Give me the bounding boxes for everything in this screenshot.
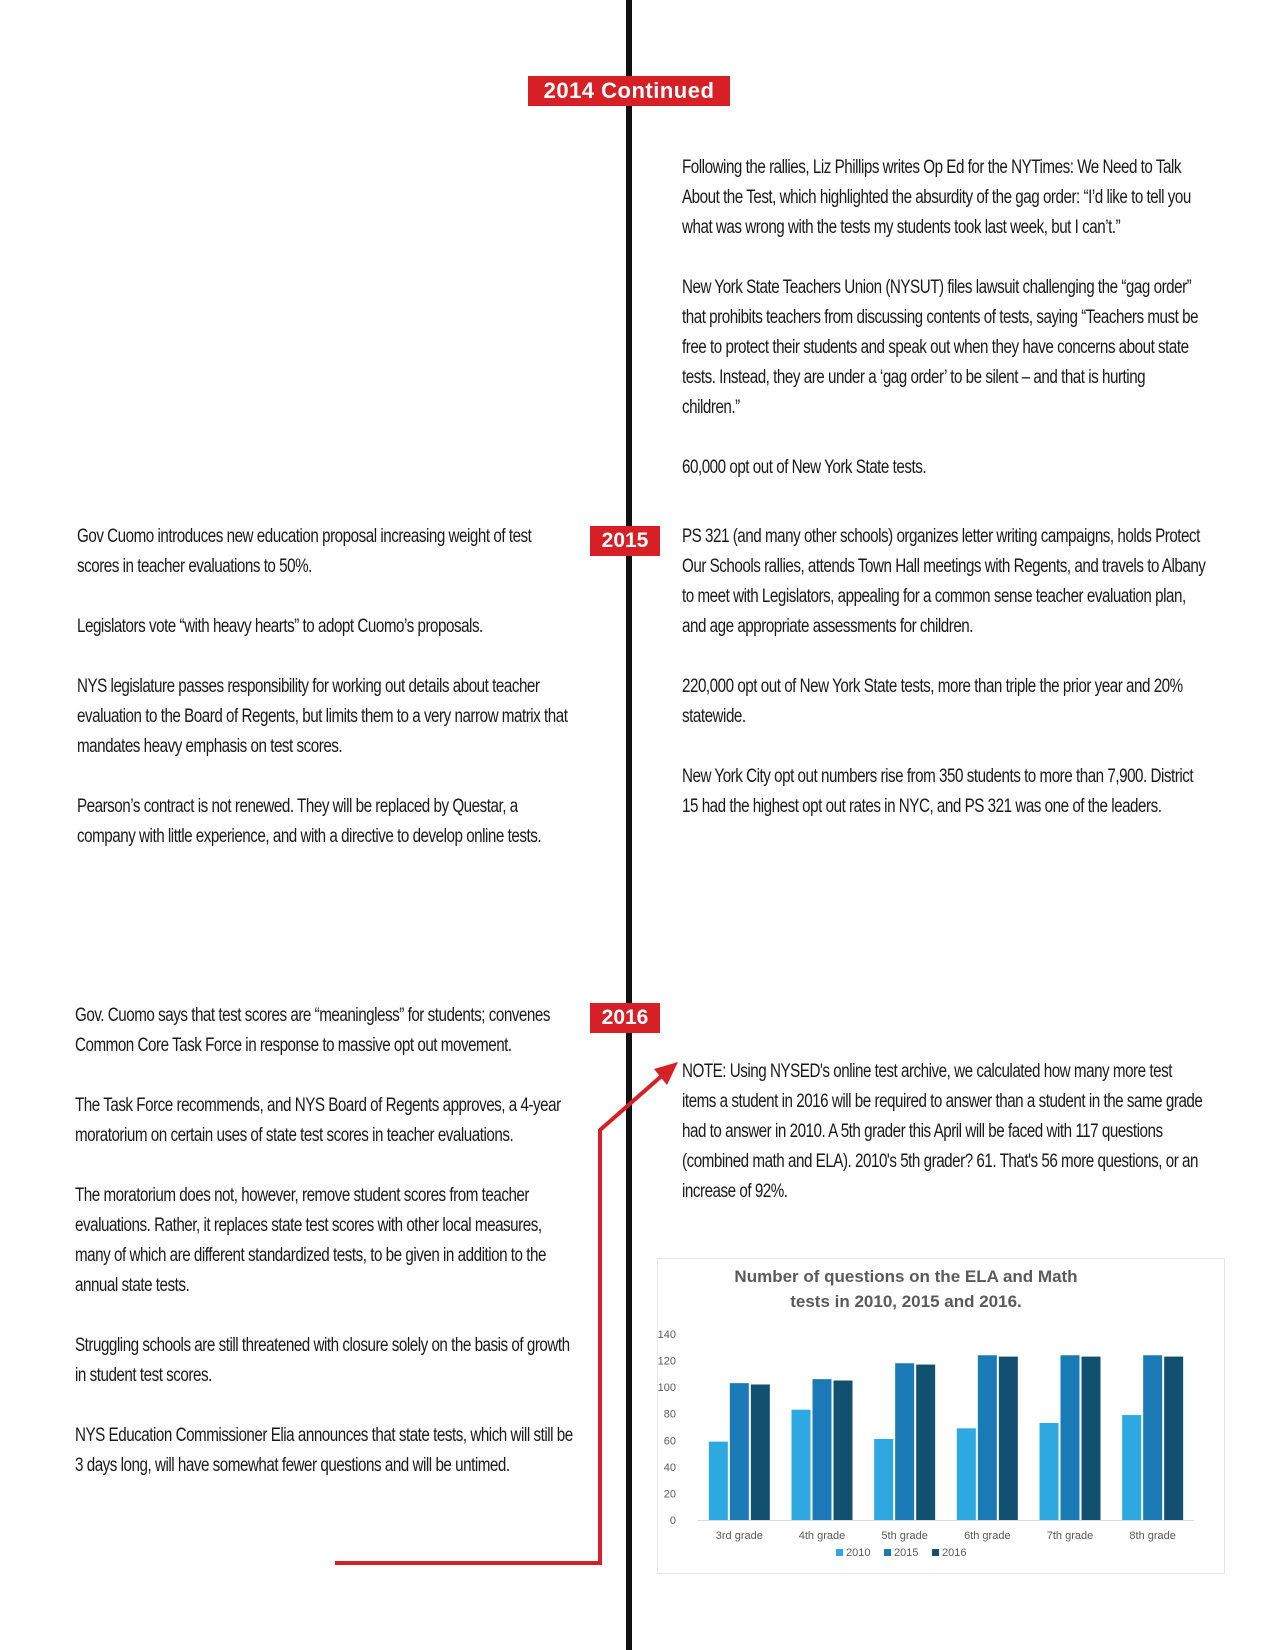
y-tick-label: 40: [663, 1461, 676, 1474]
entry-board-of-regents: NYS legislature passes responsibility for working out details about teacher evaluation to the Board of Regents, but limits them to a very narrow matrix that mandates heavy emphasis on test scores.: [77, 676, 568, 757]
note-text: NOTE: Using NYSED's online test archive, we calculated how many more test items a student in 2016 will be required to answer than a student in the same grade had to answer in 2010. A 5th grader this April will be faced with 117 questions (combined math and ELA). 2010's 5th grader? 61. That's 56 more questions, or an increase of 92%.: [682, 1061, 1203, 1202]
bar-2010-4th-grade: [792, 1410, 811, 1520]
bar-2016-8th-grade: [1164, 1357, 1183, 1520]
bar-2016-4th-grade: [834, 1381, 853, 1521]
y-tick-label: 80: [663, 1408, 676, 1421]
y-tick-label: 60: [663, 1435, 676, 1448]
entry-moratorium: The moratorium does not, however, remove student scores from teacher evaluations. Rather, it replaces state test scores with other local measures, many of which are different standardized tests, to be given in addition to the annual state tests.: [75, 1185, 546, 1296]
entry-heavy-hearts: Legislators vote “with heavy hearts” to adopt Cuomo’s proposals.: [77, 616, 483, 637]
legend-label-2010: 2010: [846, 1547, 871, 1559]
x-tick-label: 3rd grade: [715, 1530, 763, 1542]
bar-2015-6th-grade: [978, 1355, 997, 1520]
entry-op-ed: Following the rallies, Liz Phillips writes Op Ed for the NYTimes: We Need to Talk About the Test, which highlighted the absurdity of the gag order: “I’d like to tell you what was wrong with the tests my students took last week, but I can’t.”: [682, 157, 1191, 238]
legend-label-2015: 2015: [894, 1547, 919, 1559]
entry-cuomo-proposal: Gov Cuomo introduces new education proposal increasing weight of test scores in teacher evaluations to 50%.: [77, 526, 532, 577]
bar-2010-8th-grade: [1122, 1415, 1141, 1520]
bar-2015-5th-grade: [895, 1363, 914, 1520]
x-tick-label: 6th grade: [964, 1530, 1011, 1542]
legend-label-2016: 2016: [942, 1547, 967, 1559]
y-tick-label: 20: [663, 1488, 676, 1501]
bar-2016-5th-grade: [916, 1365, 935, 1520]
chart-title-line-1: Number of questions on the ELA and Math: [734, 1267, 1078, 1286]
year-tag-2016: 2016: [590, 1003, 660, 1033]
x-tick-label: 7th grade: [1046, 1530, 1094, 1542]
entry-elia-announcement: NYS Education Commissioner Elia announces that state tests, which will still be 3 days long, will have somewhat fewer questions and will be untimed.: [75, 1425, 573, 1476]
bar-2010-7th-grade: [1040, 1423, 1059, 1520]
entry-opt-out-60000: 60,000 opt out of New York State tests.: [682, 457, 927, 478]
entry-pearson-contract: Pearson’s contract is not renewed. They will be replaced by Questar, a company with little experience, and with a directive to develop online tests.: [77, 796, 542, 847]
y-tick-label: 0: [669, 1515, 676, 1527]
bar-2016-7th-grade: [1082, 1357, 1101, 1520]
legend-swatch-2010: [836, 1549, 843, 1556]
legend-swatch-2016: [932, 1549, 939, 1556]
entry-struggling-schools: Struggling schools are still threatened with closure solely on the basis of growth in student test scores.: [75, 1335, 570, 1386]
entry-nyc-opt-out: New York City opt out numbers rise from 350 students to more than 7,900. District 15 had the highest opt out rates in NYC, and PS 321 was one of the leaders.: [682, 766, 1194, 817]
y-tick-label: 120: [658, 1355, 676, 1368]
bar-2015-4th-grade: [813, 1379, 832, 1520]
x-tick-label: 4th grade: [798, 1530, 846, 1542]
y-tick-label: 100: [658, 1382, 676, 1395]
bar-2010-3rd-grade: [709, 1442, 728, 1520]
bar-2016-3rd-grade: [751, 1384, 770, 1520]
chart-canvas: [658, 1259, 1224, 1573]
entry-meaningless: Gov. Cuomo says that test scores are “meaningless” for students; convenes Common Core Task Force in response to massive opt out movement.: [75, 1005, 550, 1056]
entry-nysut-lawsuit: New York State Teachers Union (NYSUT) files lawsuit challenging the “gag order” that prohibits teachers from discussing contents of tests, saying “Teachers must be free to protect their students and speak out when they have concerns about state tests. Instead, they are under a ‘gag order’ to be silent – and that is hurting children.”: [682, 277, 1199, 418]
entry-opt-out-220000: 220,000 opt out of New York State tests, more than triple the prior year and 20% statewide.: [682, 676, 1183, 727]
questions-bar-chart: [657, 1258, 1225, 1574]
bar-2010-6th-grade: [957, 1428, 976, 1520]
x-tick-label: 8th grade: [1129, 1530, 1176, 1542]
bar-2010-5th-grade: [874, 1439, 893, 1520]
bar-2015-8th-grade: [1143, 1355, 1162, 1520]
entry-task-force: The Task Force recommends, and NYS Board of Regents approves, a 4-year moratorium on certain uses of state test scores in teacher evaluations.: [75, 1095, 561, 1146]
bar-2015-7th-grade: [1061, 1355, 1080, 1520]
year-tag-2015: 2015: [590, 526, 660, 556]
chart-title-line-2: tests in 2010, 2015 and 2016.: [790, 1292, 1022, 1311]
section-tag-2014-continued: 2014 Continued: [528, 76, 730, 106]
y-tick-label: 140: [658, 1329, 676, 1341]
entry-ps321-campaigns: PS 321 (and many other schools) organizes letter writing campaigns, holds Protect Our Schools rallies, attends Town Hall meetings with Regents, and travels to Albany to meet with Legislators, appealing for a common sense teacher evaluation plan, and age appropriate assessments for children.: [682, 526, 1206, 637]
legend-swatch-2015: [884, 1549, 891, 1556]
x-tick-label: 5th grade: [881, 1530, 928, 1542]
bar-2015-3rd-grade: [730, 1383, 749, 1520]
bar-2016-6th-grade: [999, 1357, 1018, 1520]
